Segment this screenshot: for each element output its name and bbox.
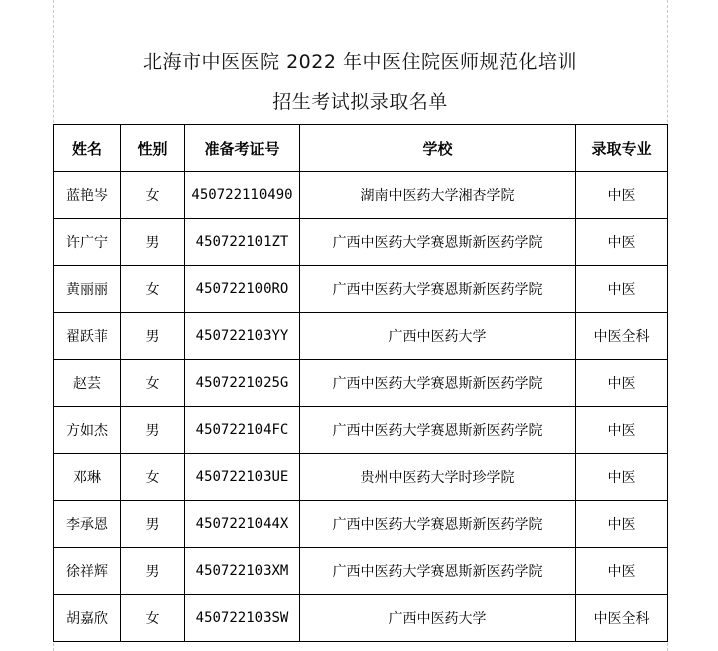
header-gender: 性别 xyxy=(121,125,185,172)
cell-name: 邓琳 xyxy=(54,454,121,501)
cell-exam-id: 4507221044X xyxy=(185,501,300,548)
cell-exam-id: 450722103XM xyxy=(185,548,300,595)
cell-name: 方如杰 xyxy=(54,407,121,454)
cell-major: 中医 xyxy=(576,172,668,219)
cell-gender: 女 xyxy=(121,266,185,313)
cell-school: 广西中医药大学 xyxy=(300,595,576,642)
cell-exam-id: 450722104FC xyxy=(185,407,300,454)
document-title: 北海市中医医院 2022 年中医住院医师规范化培训 xyxy=(143,51,577,73)
cell-exam-id: 450722110490 xyxy=(185,172,300,219)
cell-major: 中医 xyxy=(576,219,668,266)
cell-exam-id: 450722101ZT xyxy=(185,219,300,266)
table-row xyxy=(54,172,668,219)
cell-gender: 男 xyxy=(121,548,185,595)
cell-gender: 男 xyxy=(121,313,185,360)
cell-school: 广西中医药大学赛恩斯新医药学院 xyxy=(300,548,576,595)
cell-name: 赵芸 xyxy=(54,360,121,407)
cell-major: 中医 xyxy=(576,548,668,595)
cell-exam-id: 450722100RO xyxy=(185,266,300,313)
table-row xyxy=(54,266,668,313)
table-row xyxy=(54,501,668,548)
cell-major: 中医 xyxy=(576,454,668,501)
table-row xyxy=(54,548,668,595)
cell-school: 贵州中医药大学时珍学院 xyxy=(300,454,576,501)
table-row xyxy=(54,313,668,360)
cell-school: 广西中医药大学 xyxy=(300,313,576,360)
table-row xyxy=(54,454,668,501)
header-exam-id: 准备考证号 xyxy=(185,125,300,172)
document-subtitle: 招生考试拟录取名单 xyxy=(272,91,448,113)
table-header-row xyxy=(54,125,668,172)
cell-school: 广西中医药大学赛恩斯新医药学院 xyxy=(300,219,576,266)
cell-gender: 女 xyxy=(121,172,185,219)
header-school: 学校 xyxy=(300,125,576,172)
cell-gender: 女 xyxy=(121,595,185,642)
cell-name: 徐祥辉 xyxy=(54,548,121,595)
cell-name: 蓝艳岑 xyxy=(54,172,121,219)
admission-table xyxy=(53,124,668,642)
cell-major: 中医 xyxy=(576,360,668,407)
cell-gender: 男 xyxy=(121,407,185,454)
cell-name: 胡嘉欣 xyxy=(54,595,121,642)
cell-major: 中医全科 xyxy=(576,595,668,642)
header-major: 录取专业 xyxy=(576,125,668,172)
cell-school: 湖南中医药大学湘杏学院 xyxy=(300,172,576,219)
cell-school: 广西中医药大学赛恩斯新医药学院 xyxy=(300,266,576,313)
cell-major: 中医 xyxy=(576,501,668,548)
cell-exam-id: 450722103UE xyxy=(185,454,300,501)
cell-major: 中医全科 xyxy=(576,313,668,360)
header-name: 姓名 xyxy=(54,125,121,172)
table-row xyxy=(54,595,668,642)
cell-name: 翟跃菲 xyxy=(54,313,121,360)
cell-major: 中医 xyxy=(576,407,668,454)
cell-exam-id: 450722103YY xyxy=(185,313,300,360)
cell-major: 中医 xyxy=(576,266,668,313)
cell-name: 李承恩 xyxy=(54,501,121,548)
cell-gender: 女 xyxy=(121,360,185,407)
table-row xyxy=(54,219,668,266)
cell-school: 广西中医药大学赛恩斯新医药学院 xyxy=(300,360,576,407)
cell-school: 广西中医药大学赛恩斯新医药学院 xyxy=(300,407,576,454)
table-row xyxy=(54,407,668,454)
cell-gender: 男 xyxy=(121,219,185,266)
cell-name: 黄丽丽 xyxy=(54,266,121,313)
table-row xyxy=(54,360,668,407)
cell-name: 许广宁 xyxy=(54,219,121,266)
cell-exam-id: 450722103SW xyxy=(185,595,300,642)
cell-exam-id: 4507221025G xyxy=(185,360,300,407)
cell-school: 广西中医药大学赛恩斯新医药学院 xyxy=(300,501,576,548)
cell-gender: 女 xyxy=(121,454,185,501)
cell-gender: 男 xyxy=(121,501,185,548)
